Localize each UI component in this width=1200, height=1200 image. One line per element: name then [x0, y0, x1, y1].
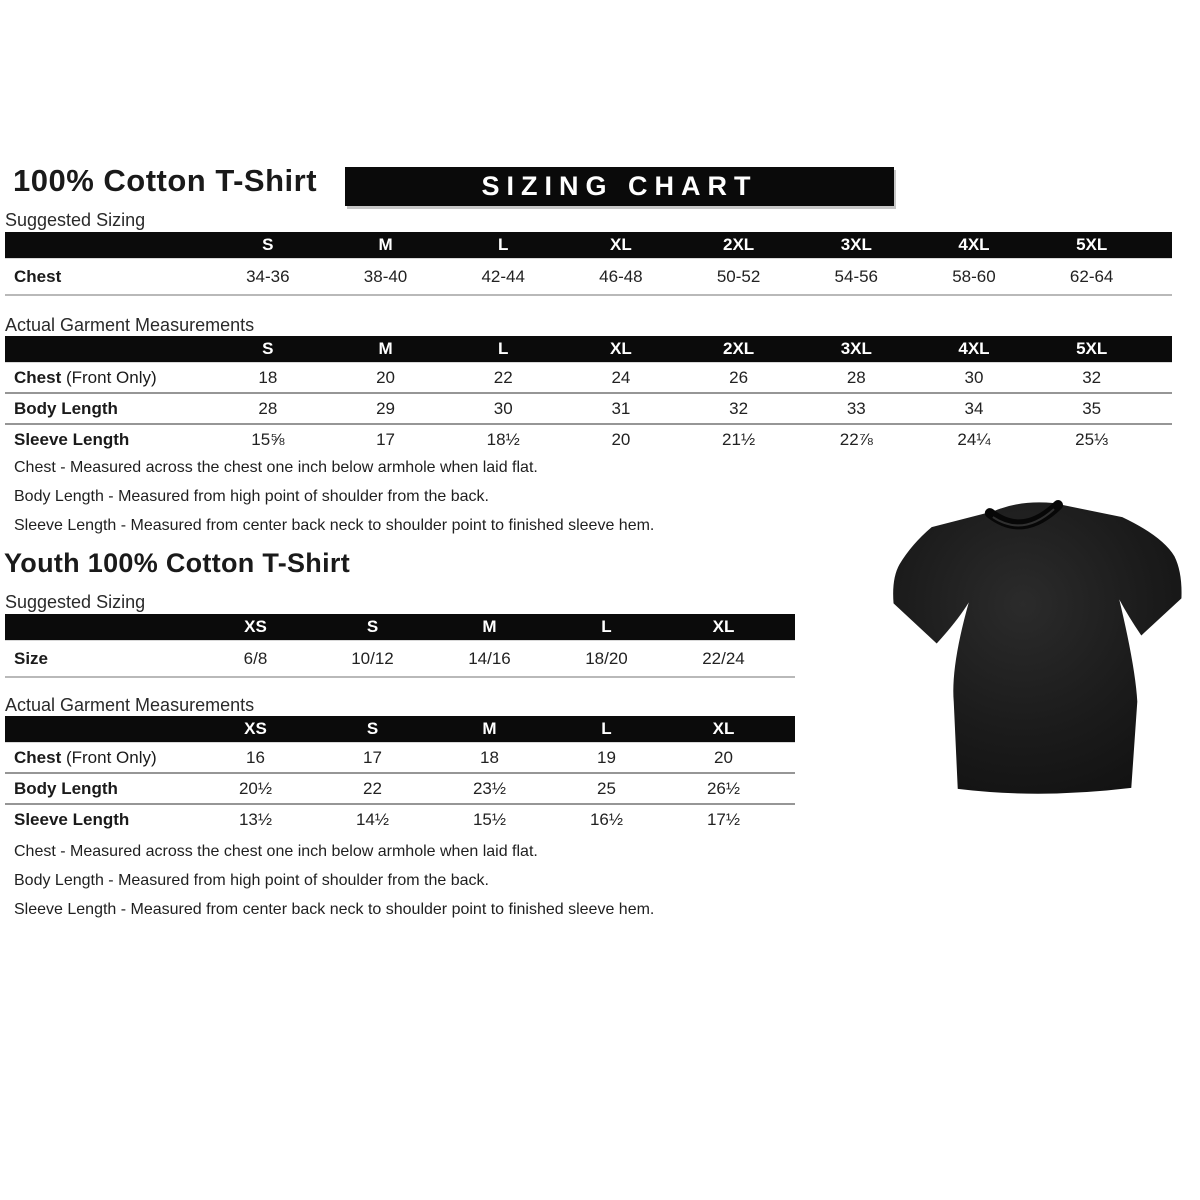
row-label: Chest (Front Only) [14, 747, 157, 767]
cell-value: 20 [611, 429, 631, 449]
header-cell: XL [712, 719, 735, 738]
cell-value: 32 [1082, 367, 1102, 387]
header-cell: 3XL [840, 339, 872, 358]
header-cell: 4XL [958, 235, 990, 254]
cell-value: 14/16 [468, 648, 511, 668]
header-cell: S [366, 617, 379, 636]
header-cell: L [601, 719, 612, 738]
cell-value: 18 [258, 367, 278, 387]
cell-value: 62-64 [1069, 266, 1114, 286]
cell-value: 18 [480, 747, 499, 767]
header-cell: XL [610, 235, 632, 254]
youth-actual-label: Actual Garment Measurements [5, 695, 255, 715]
cell-value: 15⅝ [251, 429, 285, 449]
header-cell: M [482, 617, 497, 636]
cell-value: 25 [597, 778, 616, 798]
header-cell: L [601, 617, 612, 636]
note-line: Sleeve Length - Measured from center back neck to shoulder point to finished sleeve hem. [14, 901, 655, 918]
table-header-row [5, 716, 795, 743]
youth-notes [14, 842, 654, 929]
table-row [5, 259, 1172, 296]
header-cell: XL [712, 617, 735, 636]
cell-value: 14½ [355, 809, 390, 829]
table-row [5, 363, 1172, 392]
cell-value: 18/20 [585, 648, 628, 668]
cell-value: 22⅞ [839, 429, 873, 449]
cell-value: 29 [376, 398, 395, 418]
adult-suggested-table [5, 232, 1172, 296]
black-tshirt-photo [886, 486, 1194, 812]
row-label: Size [14, 648, 49, 668]
cell-value: 20 [714, 747, 733, 767]
header-cell: 2XL [723, 339, 755, 358]
header-cell: M [482, 719, 497, 738]
sizing-chart-banner: SIZING CHART [345, 167, 894, 206]
header-cell: XS [244, 617, 267, 636]
row-label: Body Length [14, 778, 118, 798]
cell-value: 54-56 [834, 266, 879, 286]
adult-actual-table [5, 336, 1172, 454]
cell-value: 20 [376, 367, 395, 387]
cell-value: 16½ [589, 809, 624, 829]
cell-value: 15½ [472, 809, 507, 829]
page-title: 100% Cotton T-Shirt [13, 163, 318, 198]
header-cell: 5XL [1076, 235, 1108, 254]
note-line: Chest - Measured across the chest one inch below armhole when laid flat. [14, 843, 538, 860]
header-cell: S [262, 235, 274, 254]
cell-value: 42-44 [481, 266, 525, 286]
table-header-row [5, 336, 1172, 363]
table-header-row [5, 232, 1172, 259]
cell-value: 24¼ [957, 429, 991, 449]
cell-value: 6/8 [243, 648, 268, 668]
cell-value: 13½ [238, 809, 273, 829]
cell-value: 34-36 [246, 266, 290, 286]
youth-actual-table [5, 716, 795, 834]
cell-value: 21½ [722, 429, 756, 449]
cell-value: 16 [246, 747, 265, 767]
table-row [5, 803, 795, 834]
row-label: Sleeve Length [14, 429, 130, 449]
cell-value: 17 [363, 747, 382, 767]
header-cell: 5XL [1076, 339, 1108, 358]
cell-value: 18½ [486, 429, 520, 449]
adult-suggested-label: Suggested Sizing [5, 210, 146, 230]
row-label: Sleeve Length [14, 809, 130, 829]
header-cell: L [498, 235, 509, 254]
youth-suggested-label: Suggested Sizing [5, 592, 146, 612]
youth-title: Youth 100% Cotton T-Shirt [4, 548, 350, 578]
cell-value: 20½ [238, 778, 273, 798]
note-line: Sleeve Length - Measured from center back neck to shoulder point to finished sleeve hem. [14, 517, 655, 534]
cell-value: 19 [597, 747, 616, 767]
header-cell: 3XL [840, 235, 872, 254]
cell-value: 26 [729, 367, 749, 387]
cell-value: 46-48 [599, 266, 643, 286]
table-row [5, 392, 1172, 423]
table-row [5, 423, 1172, 454]
cell-value: 32 [729, 398, 749, 418]
cell-value: 38-40 [363, 266, 408, 286]
tshirt-body [893, 502, 1181, 793]
cell-value: 22/24 [702, 648, 745, 668]
header-cell: XS [244, 719, 267, 738]
header-cell: 4XL [958, 339, 990, 358]
cell-value: 28 [258, 398, 278, 418]
cell-value: 28 [846, 367, 866, 387]
cell-value: 22 [493, 367, 513, 387]
cell-value: 30 [964, 367, 984, 387]
adult-notes [14, 458, 654, 545]
cell-value: 24 [611, 367, 631, 387]
note-line: Body Length - Measured from high point of shoulder from the back. [14, 872, 489, 889]
cell-value: 25⅓ [1075, 429, 1109, 449]
cell-value: 22 [363, 778, 382, 798]
row-label: Chest (Front Only) [14, 367, 157, 387]
cell-value: 17 [376, 429, 395, 449]
cell-value: 10/12 [351, 648, 394, 668]
cell-value: 34 [964, 398, 984, 418]
cell-value: 50-52 [716, 266, 761, 286]
note-line: Chest - Measured across the chest one inch below armhole when laid flat. [14, 459, 538, 476]
row-label: Body Length [14, 398, 118, 418]
header-cell: S [366, 719, 379, 738]
header-cell: M [378, 235, 393, 254]
row-label: Chest [14, 266, 62, 286]
cell-value: 31 [611, 398, 631, 418]
header-cell: S [262, 339, 274, 358]
cell-value: 30 [493, 398, 513, 418]
cell-value: 26½ [706, 778, 741, 798]
note-line: Body Length - Measured from high point of shoulder from the back. [14, 488, 489, 505]
cell-value: 35 [1082, 398, 1102, 418]
cell-value: 58-60 [952, 266, 996, 286]
table-row [5, 641, 795, 678]
cell-value: 33 [846, 398, 866, 418]
header-cell: M [378, 339, 393, 358]
header-cell: L [498, 339, 509, 358]
header-cell: 2XL [723, 235, 755, 254]
adult-actual-label: Actual Garment Measurements [5, 315, 255, 335]
header-cell: XL [610, 339, 632, 358]
cell-value: 23½ [472, 778, 507, 798]
table-row [5, 743, 795, 772]
table-row [5, 772, 795, 803]
table-header-row [5, 614, 795, 641]
youth-suggested-table [5, 614, 795, 678]
cell-value: 17½ [706, 809, 741, 829]
